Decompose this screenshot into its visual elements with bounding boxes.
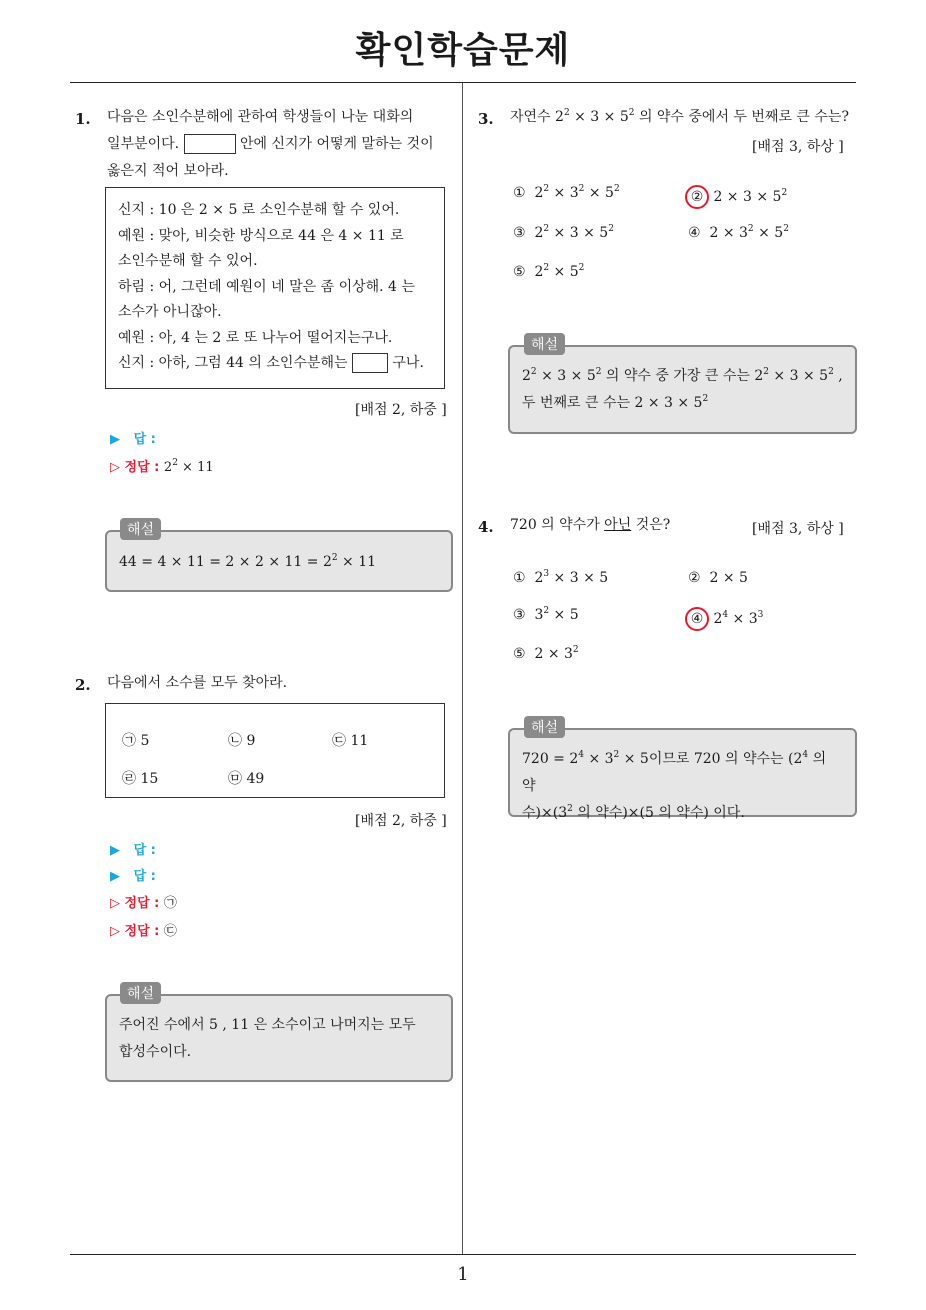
selected-answer-circle: ② <box>685 185 709 209</box>
solid-triangle-icon: ▶ <box>110 869 120 884</box>
q2-number: 2. <box>75 676 91 694</box>
q1-solution-text: $44 = 4 \times 11 = 2 \times 2 \times 11 = 2^2 \times 11$ <box>119 553 377 570</box>
q4-solution-tag: 해설 <box>524 716 565 738</box>
q2-correct-value: ㉢ <box>163 924 177 939</box>
q1-dialog-line: 신지 : 10 은 2 × 5 로 소인수분해 할 수 있어. <box>118 202 400 218</box>
q1-correct-row <box>110 456 214 475</box>
q2-correct-label: 정답 : <box>124 896 160 911</box>
solid-triangle-icon: ▶ <box>110 843 120 858</box>
open-triangle-icon: ▷ <box>110 896 120 911</box>
q2-solution-tag: 해설 <box>120 982 161 1004</box>
q2-answer-label: 답 : <box>133 869 156 884</box>
q4-number: 4. <box>478 518 494 536</box>
open-triangle-icon: ▷ <box>110 924 120 939</box>
q2-answer-row <box>110 865 156 884</box>
solid-triangle-icon: ▶ <box>110 432 120 447</box>
q4-score: [배점 3, 하상 ] <box>752 521 844 537</box>
q1-dialog-line: 소인수분해 할 수 있어. <box>118 253 258 269</box>
q3-option-5[interactable]: ⑤ $2^2 \times 5^2$ <box>513 263 585 280</box>
bottom-rule <box>70 1254 856 1255</box>
q2-score: [배점 2, 하중 ] <box>355 813 447 829</box>
q3-question: 자연수 $2^2 \times 3 \times 5^2$ 의 약수 중에서 두 번째로 큰 수는? <box>510 108 849 125</box>
column-divider <box>462 83 463 1254</box>
q2-solution-line: 합성수이다. <box>119 1044 192 1060</box>
q3-score: [배점 3, 하상 ] <box>752 139 844 155</box>
q4-option-4[interactable]: ④ $2^4 \times 3^3$ <box>688 607 763 631</box>
q1-correct-label: 정답 : <box>124 460 160 475</box>
q2-item: ㉡ 9 <box>228 733 256 749</box>
q4-solution-text: $720 = 2^4 \times 3^2 \times 5$이므로 720 의 약수는 ($2^4$ 의 약 수)$\times(3^2$ 의 약수)×(5 의 약수) 이다. <box>522 750 827 821</box>
q2-item: ㉠ 5 <box>122 733 150 749</box>
q1-answer-row <box>110 428 156 447</box>
open-triangle-icon: ▷ <box>110 460 120 475</box>
q2-item: ㉣ 15 <box>122 771 159 787</box>
q2-item: ㉤ 49 <box>228 771 265 787</box>
q1-text-line1: 다음은 소인수분해에 관하여 학생들이 나눈 대화의 <box>107 109 414 125</box>
q3-number: 3. <box>478 110 494 128</box>
q2-answer-label: 답 : <box>133 843 156 858</box>
q1-text-line2: 일부분이다. 안에 신지가 어떻게 말하는 것이 <box>107 136 434 152</box>
q1-text-line3: 옳은지 적어 보아라. <box>107 163 229 179</box>
q1-correct-value: $2^2 \times 11$ <box>163 458 214 475</box>
q4-solution-box <box>508 728 857 821</box>
q1-question <box>107 104 457 185</box>
q2-solution-box <box>105 994 453 1082</box>
q2-items-box <box>105 703 445 798</box>
q2-item: ㉢ 11 <box>332 733 369 749</box>
q1-solution-tag: 해설 <box>120 518 161 540</box>
q1-dialog-line: 하림 : 어, 그런데 예원이 네 말은 좀 이상해. 4 는 <box>118 278 415 295</box>
q3-option-2[interactable]: ② $2 \times 3 \times 5^2$ <box>688 185 787 209</box>
q1-dialog-blank <box>352 353 388 373</box>
q4-option-1[interactable]: ① $2^3 \times 3 \times 5$ <box>513 569 609 586</box>
q2-question: 다음에서 소수를 모두 찾아라. <box>107 675 288 691</box>
q1-dialog-line: 소수가 아니잖아. <box>118 304 222 320</box>
page-number: 1 <box>457 1264 469 1285</box>
q1-dialog-line: 예원 : 맞아, 비슷한 방식으로 44 은 4 × 11 로 <box>118 227 404 244</box>
q2-correct-row <box>110 892 177 911</box>
q1-blank-box <box>184 134 236 154</box>
q1-number: 1. <box>75 110 91 128</box>
q4-question: 720 의 약수가 아닌 것은? <box>510 517 671 533</box>
top-rule <box>70 82 856 83</box>
q3-solution-box <box>508 345 857 434</box>
q2-answer-row <box>110 839 156 858</box>
q3-option-1[interactable]: ① $2^2 \times 3^2 \times 5^2$ <box>513 184 620 201</box>
q4-option-3[interactable]: ③ $3^2 \times 5$ <box>513 606 579 623</box>
q2-solution-line: 주어진 수에서 5 , 11 은 소수이고 나머지는 모두 <box>119 1017 416 1033</box>
q3-solution-text: $2^2 \times 3 \times 5^2$ 의 약수 중 가장 큰 수는 $2^2 \times 3 \times 5^2$ , 두 번째로 큰 수는 $2 \times 3 \times 5^2$ <box>522 367 843 411</box>
q2-correct-value: ㉠ <box>163 896 177 911</box>
q1-score: [배점 2, 하중 ] <box>355 402 447 418</box>
q2-correct-label: 정답 : <box>124 924 160 939</box>
q3-option-3[interactable]: ③ $2^2 \times 3 \times 5^2$ <box>513 224 614 241</box>
q2-correct-row <box>110 920 177 939</box>
q1-dialog-line: 예원 : 아, 4 는 2 로 또 나누어 떨어지는구나. <box>118 329 393 346</box>
selected-answer-circle: ④ <box>685 607 709 631</box>
q4-option-2[interactable]: ② 2 × 5 <box>688 570 748 586</box>
q3-solution-tag: 해설 <box>524 333 565 355</box>
q1-dialog-line: 신지 : 아하, 그럼 44 의 소인수분해는 구나. <box>118 355 424 371</box>
page-title: 확인학습문제 <box>355 30 571 71</box>
q1-answer-label: 답 : <box>133 432 156 447</box>
q1-dialog-box <box>105 187 445 389</box>
q4-option-5[interactable]: ⑤ $2 \times 3^2$ <box>513 645 579 662</box>
q3-option-4[interactable]: ④ $2 \times 3^2 \times 5^2$ <box>688 224 789 241</box>
